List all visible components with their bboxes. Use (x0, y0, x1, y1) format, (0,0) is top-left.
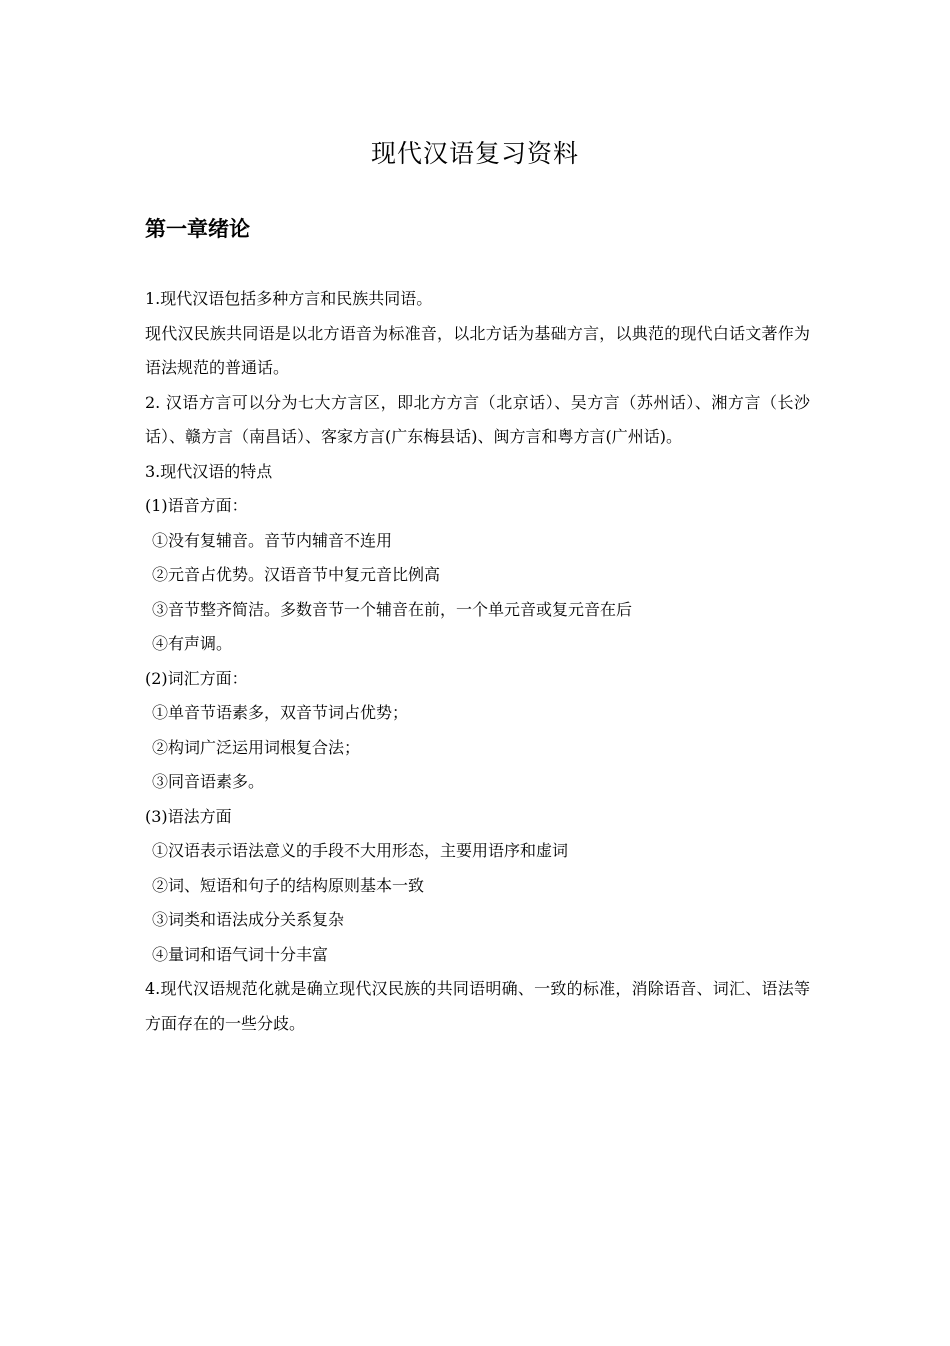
list-item: ②元音占优势。汉语音节中复元音比例高 (152, 565, 441, 584)
document-title: 现代汉语复习资料 (370, 139, 579, 168)
list-item: ④量词和语气词十分丰富 (152, 944, 329, 964)
document-body (145, 282, 810, 1041)
chapter-heading: 第一章绪论 (145, 217, 250, 241)
list-item: ③音节整齐简洁。多数音节一个辅音在前，一个单元音或复元音在后 (152, 599, 633, 619)
list-heading-vocabulary: (2)词汇方面： (145, 668, 248, 688)
list-item: ①没有复辅音。音节内辅音不连用 (152, 530, 393, 550)
paragraph-dialects: 2. 汉语方言可以分为七大方言区，即北方方言（北京话）、吴方言（苏州话）、湘方言（长沙话）、赣方言（南昌话）、客家方言(广东梅县话)、闽方言和粤方言(广州话)。 (145, 392, 810, 446)
list-item: ④有声调。 (152, 634, 233, 653)
list-item: ③词类和语法成分关系复杂 (152, 910, 345, 929)
paragraph-common-language: 现代汉民族共同语是以北方语音为标准音，以北方话为基础方言，以典范的现代白话文著作为语法规范的普通话。 (145, 323, 810, 377)
paragraph-1: 1.现代汉语包括多种方言和民族共同语。 (145, 289, 433, 308)
paragraph-features-heading: 3.现代汉语的特点 (145, 461, 273, 481)
list-item: ①汉语表示语法意义的手段不大用形态，主要用语序和虚词 (152, 841, 569, 860)
list-item: ②词、短语和句子的结构原则基本一致 (152, 875, 425, 895)
list-heading-phonetics: (1)语音方面： (145, 496, 248, 515)
list-item: ①单音节语素多，双音节词占优势； (152, 703, 409, 722)
list-item: ③同音语素多。 (152, 772, 265, 791)
list-item: ②构词广泛运用词根复合法； (152, 737, 361, 757)
list-heading-grammar: (3)语法方面 (145, 806, 232, 826)
paragraph-standardization: 4.现代汉语规范化就是确立现代汉民族的共同语明确、一致的标准，消除语音、词汇、语法等方面存在的一些分歧。 (145, 979, 810, 1033)
